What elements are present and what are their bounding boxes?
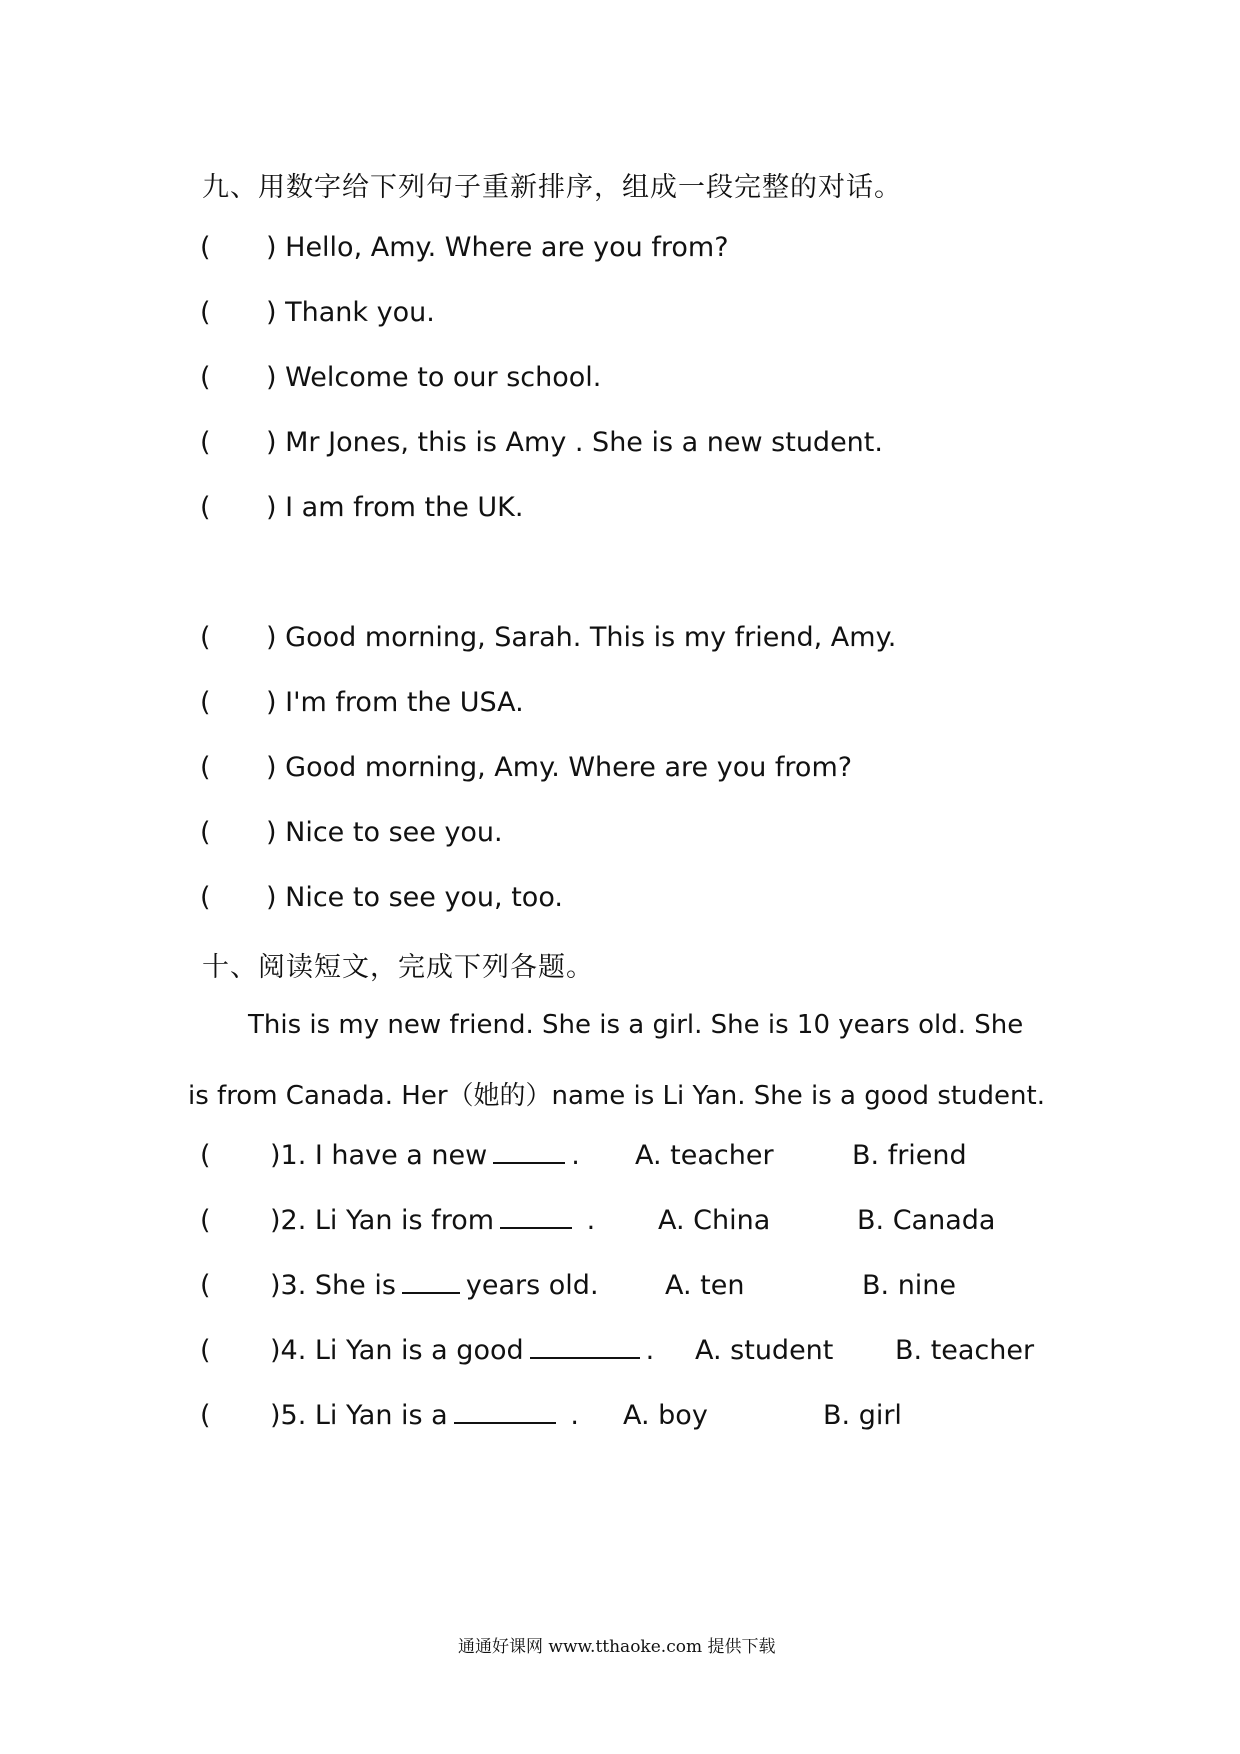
answer-blank[interactable] bbox=[402, 1270, 460, 1294]
section-9-heading: 九、用数字给下列句子重新排序，组成一段完整的对话。 bbox=[202, 172, 902, 203]
reorder-sentence: I am from the UK. bbox=[285, 492, 524, 523]
reorder-sentence: Nice to see you. bbox=[285, 817, 503, 848]
question-4: ( )4. Li Yan is a good . bbox=[200, 1335, 655, 1366]
reorder-sentence: Mr Jones, this is Amy . She is a new student. bbox=[285, 427, 883, 458]
option-b: B. Canada bbox=[857, 1205, 996, 1236]
section-10-heading: 十、阅读短文，完成下列各题。 bbox=[202, 952, 594, 983]
reorder-item: ( ) Nice to see you, too. bbox=[200, 882, 563, 913]
question-2: ( )2. Li Yan is from . bbox=[200, 1205, 596, 1236]
page-footer: 通通好课网 www.tthaoke.com 提供下载 bbox=[458, 1637, 776, 1657]
reading-passage-line-1: This is my new friend. She is a girl. She is 10 years old. She bbox=[248, 1010, 1024, 1040]
question-3: ( )3. She is years old. bbox=[200, 1270, 599, 1301]
reorder-item: ( ) I'm from the USA. bbox=[200, 687, 524, 718]
question-1: ( )1. I have a new . bbox=[200, 1140, 580, 1171]
answer-blank[interactable] bbox=[493, 1140, 565, 1164]
option-b: B. girl bbox=[823, 1400, 902, 1431]
answer-blank[interactable] bbox=[500, 1205, 572, 1229]
option-a: A. boy bbox=[623, 1400, 708, 1431]
reorder-item: ( ) Good morning, Sarah. This is my friend, Amy. bbox=[200, 622, 897, 653]
reorder-item: ( ) I am from the UK. bbox=[200, 492, 524, 523]
reorder-sentence: Hello, Amy. Where are you from? bbox=[285, 232, 729, 263]
option-b: B. friend bbox=[852, 1140, 967, 1171]
reorder-item: ( ) Nice to see you. bbox=[200, 817, 503, 848]
option-a: A. student bbox=[695, 1335, 834, 1366]
option-a: A. ten bbox=[665, 1270, 745, 1301]
answer-blank[interactable] bbox=[530, 1335, 640, 1359]
reorder-item: ( ) Mr Jones, this is Amy . She is a new student. bbox=[200, 427, 883, 458]
reorder-item: ( ) Welcome to our school. bbox=[200, 362, 602, 393]
reading-passage-line-2: is from Canada. Her（她的）name is Li Yan. She is a good student. bbox=[188, 1081, 1045, 1111]
reorder-item: ( ) Good morning, Amy. Where are you from? bbox=[200, 752, 853, 783]
reorder-sentence: Good morning, Sarah. This is my friend, Amy. bbox=[285, 622, 897, 653]
reorder-item: ( ) Hello, Amy. Where are you from? bbox=[200, 232, 729, 263]
answer-blank[interactable] bbox=[454, 1400, 556, 1424]
reorder-sentence: Thank you. bbox=[285, 297, 435, 328]
reorder-sentence: Good morning, Amy. Where are you from? bbox=[285, 752, 853, 783]
option-b: B. teacher bbox=[895, 1335, 1035, 1366]
reorder-sentence: I'm from the USA. bbox=[285, 687, 524, 718]
reorder-sentence: Nice to see you, too. bbox=[285, 882, 563, 913]
option-b: B. nine bbox=[862, 1270, 957, 1301]
reorder-item: ( ) Thank you. bbox=[200, 297, 435, 328]
reorder-sentence: Welcome to our school. bbox=[285, 362, 602, 393]
option-a: A. China bbox=[658, 1205, 771, 1236]
option-a: A. teacher bbox=[635, 1140, 774, 1171]
question-5: ( )5. Li Yan is a . bbox=[200, 1400, 579, 1431]
